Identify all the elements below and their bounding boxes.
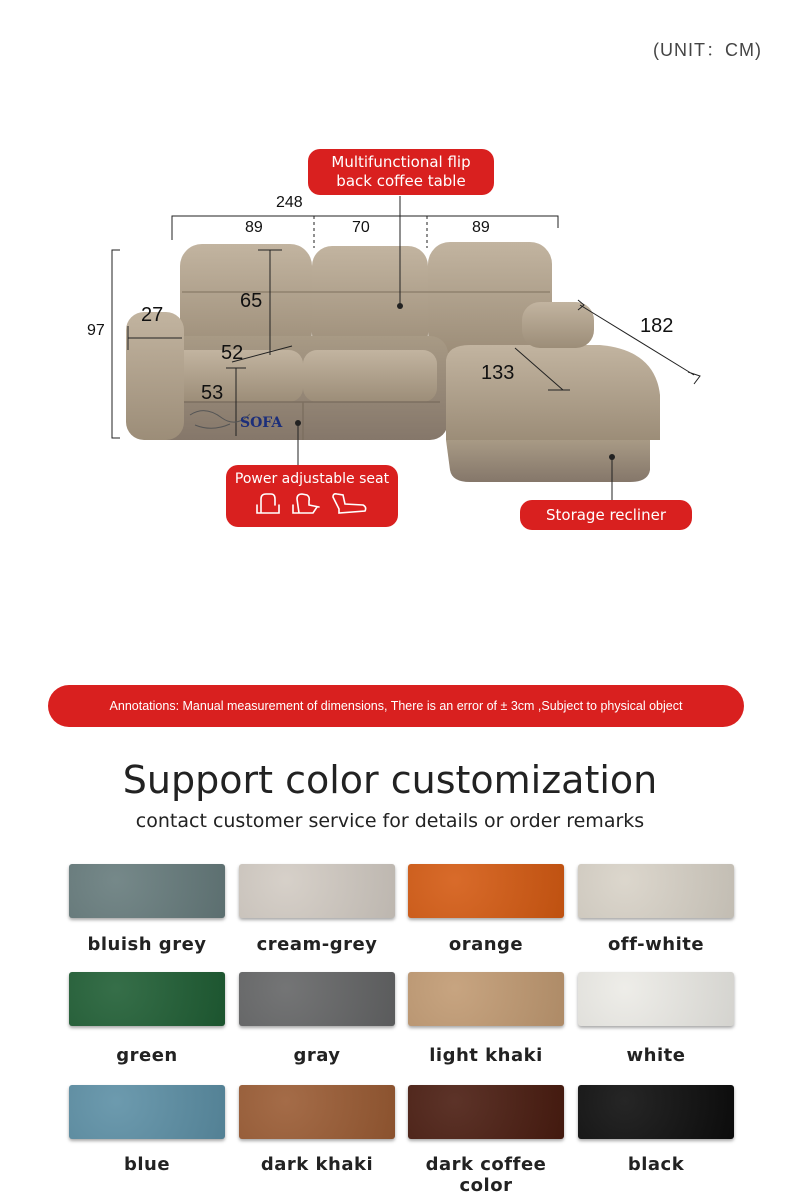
- color-swatch-light-khaki[interactable]: [408, 972, 564, 1026]
- dim-chaise-length: 182: [640, 315, 674, 337]
- color-swatch-label: white: [626, 1045, 686, 1066]
- color-swatch-white[interactable]: [578, 972, 734, 1026]
- color-swatch-black[interactable]: [578, 1085, 734, 1139]
- color-customization-subheading: contact customer service for details or order remarks: [135, 810, 645, 832]
- color-swatch-label: dark khaki: [260, 1154, 374, 1175]
- dim-right-seat: 89: [472, 219, 490, 236]
- color-swatch-label: orange: [448, 934, 524, 955]
- seat-middle: [303, 350, 437, 402]
- dim-seat-height: 53: [201, 382, 224, 404]
- dim-total-width: 248: [276, 194, 303, 211]
- dim-overall-height: 97: [87, 322, 105, 339]
- color-swatch-bluish-grey[interactable]: [69, 864, 225, 918]
- color-swatch-label: cream-grey: [256, 934, 378, 955]
- color-swatch-off-white[interactable]: [578, 864, 734, 918]
- color-swatch-label: blue: [123, 1154, 171, 1175]
- dim-back-height: 65: [240, 290, 263, 312]
- color-customization-heading: Support color customization: [122, 758, 658, 802]
- color-swatch-label: gray: [293, 1045, 341, 1066]
- dim-seat-depth: 52: [221, 342, 244, 364]
- color-swatch-cream-grey[interactable]: [239, 864, 395, 918]
- color-swatch-label: green: [116, 1045, 178, 1066]
- chaise-base: [446, 440, 650, 482]
- dim-left-seat: 89: [245, 219, 263, 236]
- annotation-banner: Annotations: Manual measurement of dimensions, There is an error of ± 3cm ,Subject to physical object: [48, 685, 744, 727]
- chaise: [446, 345, 660, 440]
- callout-flip-table: [308, 149, 494, 195]
- callout-power-seat-label: Power adjustable seat: [234, 471, 390, 487]
- unit-label: (UNIT：CM): [653, 40, 762, 60]
- color-swatch-label: light khaki: [429, 1045, 543, 1066]
- right-arm: [522, 302, 594, 348]
- callout-power-seat: [226, 465, 398, 527]
- left-arm: [126, 312, 184, 440]
- color-swatch-label: dark coffee color: [425, 1154, 547, 1196]
- callout-flip-table-line2: back coffee table: [336, 172, 466, 190]
- recliner-positions-icon: [247, 489, 377, 519]
- callout-storage-recliner: Storage recliner: [520, 500, 692, 530]
- color-swatch-label: black: [627, 1154, 685, 1175]
- color-swatch-gray[interactable]: [239, 972, 395, 1026]
- color-swatch-label: off-white: [607, 934, 705, 955]
- color-swatch-label: bluish grey: [87, 934, 207, 955]
- dim-arm-width: 27: [141, 304, 164, 326]
- dim-line-overall-height: [112, 250, 120, 438]
- sofa-logo: SOFA: [240, 415, 283, 431]
- color-swatch-blue[interactable]: [69, 1085, 225, 1139]
- color-swatch-green[interactable]: [69, 972, 225, 1026]
- callout-flip-table-line1: Multifunctional flip: [331, 153, 471, 171]
- color-swatch-dark-coffee-color[interactable]: [408, 1085, 564, 1139]
- color-swatch-orange[interactable]: [408, 864, 564, 918]
- dim-middle-seat: 70: [352, 219, 370, 236]
- color-swatch-dark-khaki[interactable]: [239, 1085, 395, 1139]
- dim-chaise-seat: 133: [481, 362, 515, 384]
